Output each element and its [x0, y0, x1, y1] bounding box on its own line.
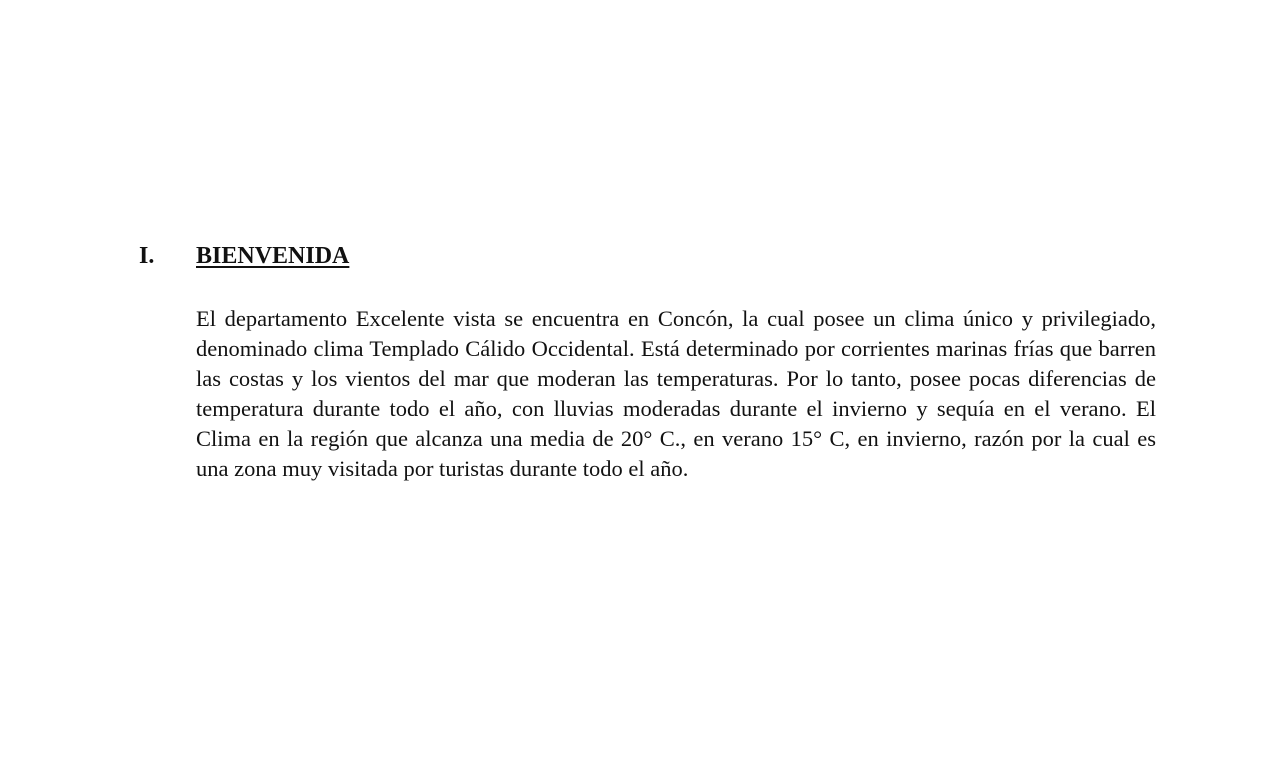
body-paragraph: El departamento Excelente vista se encuentra en Concón, la cual posee un clima único y privilegiado, denominado clima Templado Cálido Occidental. Está determinado por corrientes marinas frías que barren las costas y los vientos del mar que moderan las temperaturas. Por lo tanto, posee pocas diferencias de temperatura durante todo el año, con lluvias moderadas durante el invierno y sequía en el verano. El Clima en la región que alcanza una media de 20° C., en verano 15° C, en invierno, razón por la cual es una zona muy visitada por turistas durante todo el año. [196, 306, 1156, 481]
section-number: I. [139, 243, 155, 269]
section-title: BIENVENIDA [196, 243, 350, 269]
section-heading [139, 241, 349, 271]
